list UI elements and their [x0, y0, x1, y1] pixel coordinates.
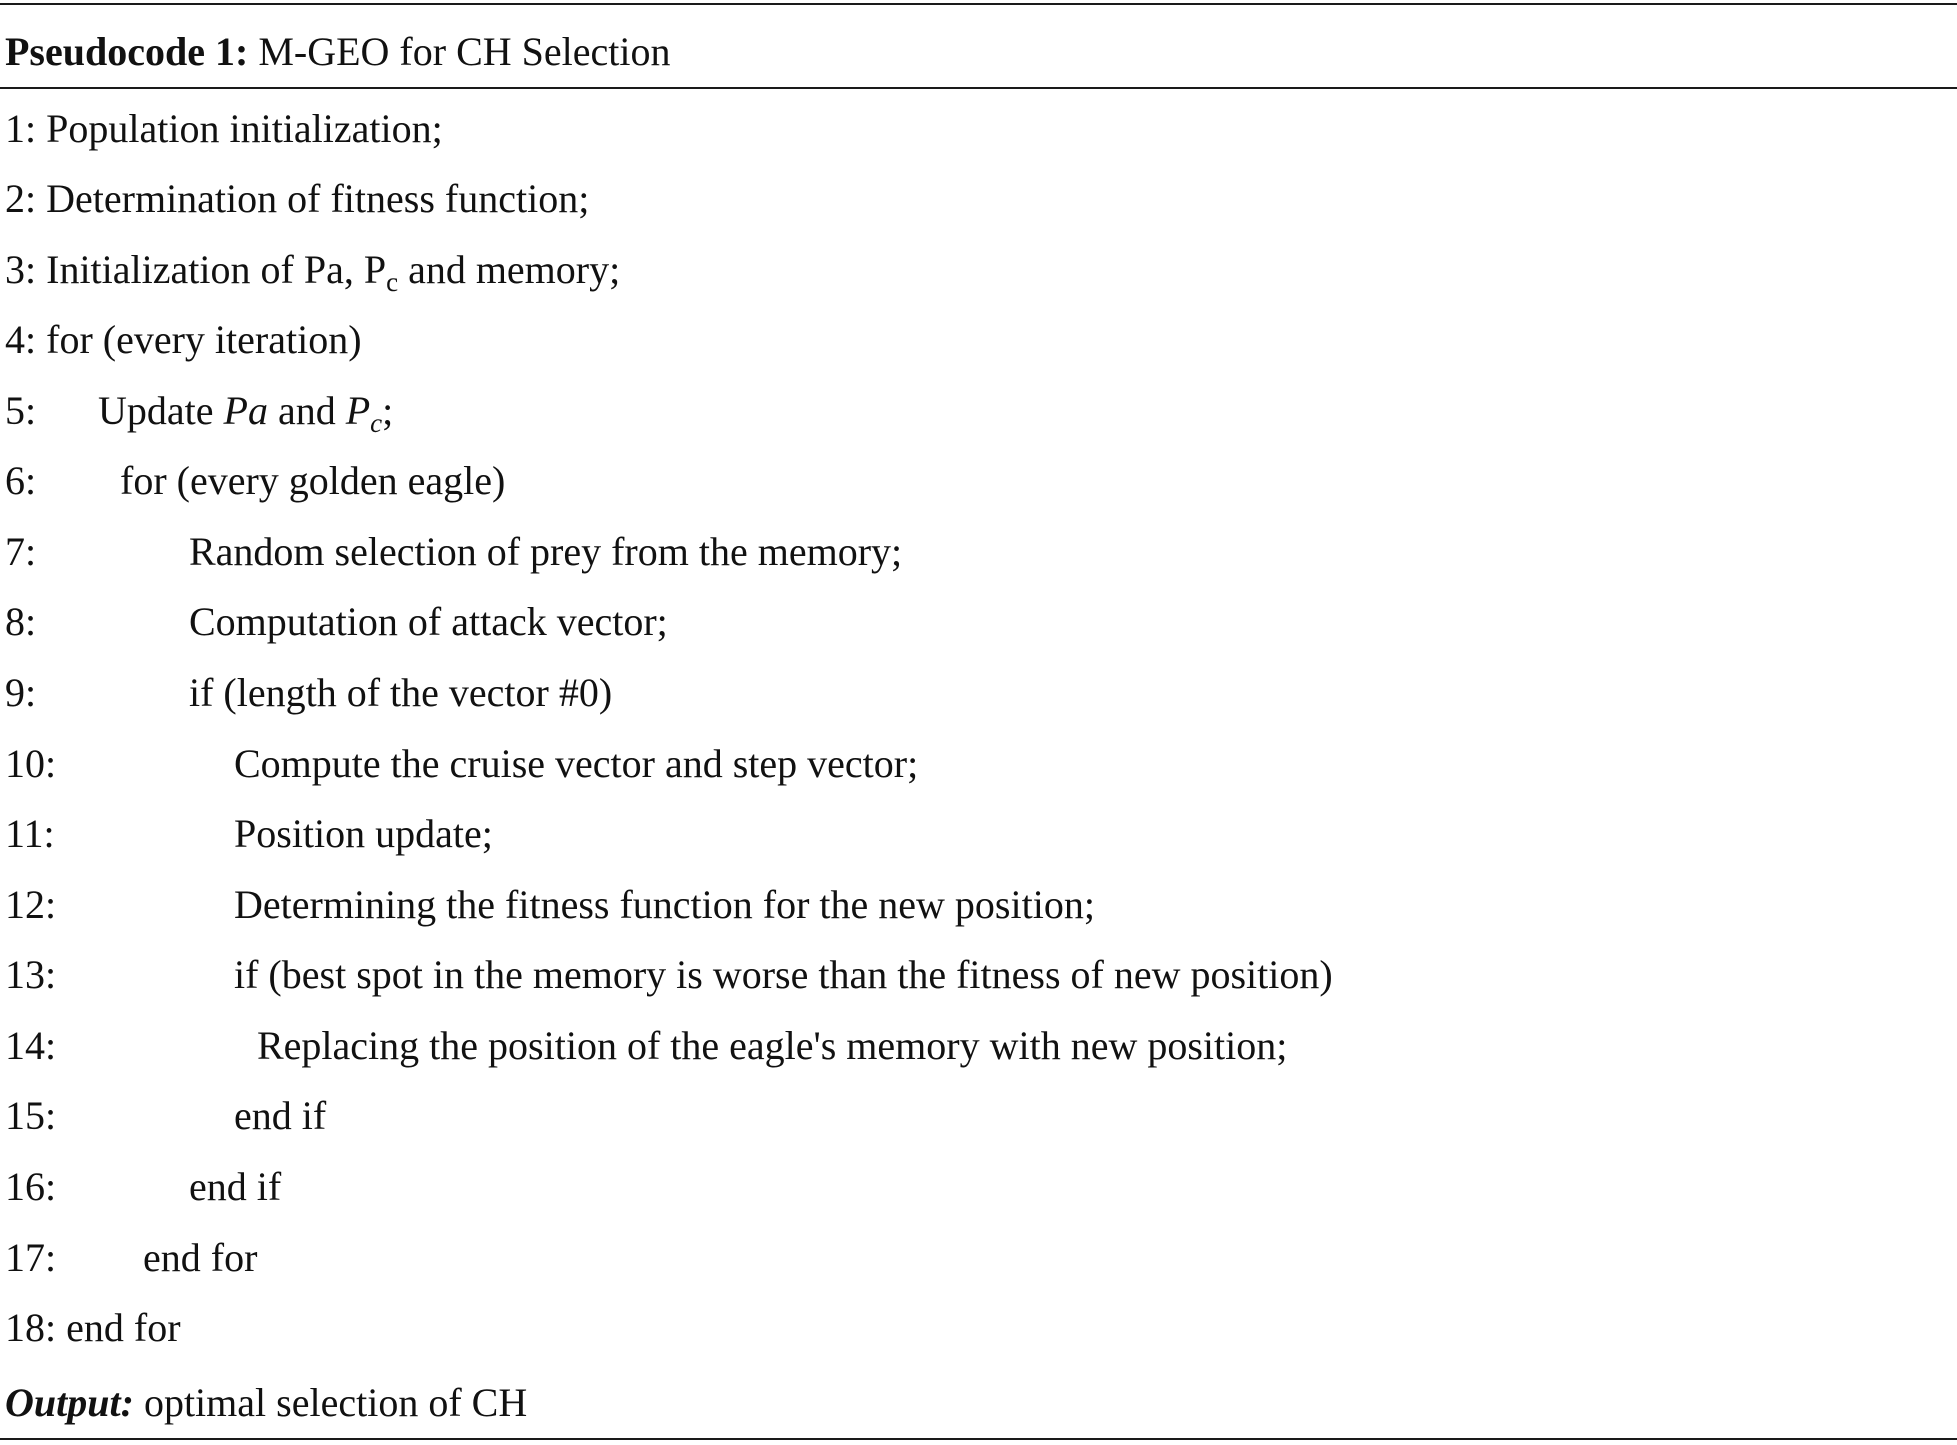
line-number: 4:: [5, 317, 37, 362]
pseudocode-title: [5, 24, 670, 80]
bottom-rule: [0, 1438, 1957, 1440]
line-content: if (length of the vector #0): [189, 670, 613, 715]
pseudocode-label: Pseudocode 1:: [5, 29, 249, 74]
line-number: 8:: [5, 599, 37, 644]
line-content: for (every iteration): [46, 317, 362, 362]
line-number: 13:: [5, 952, 57, 997]
line-content: end if: [234, 1093, 327, 1138]
line-number: 16:: [5, 1164, 57, 1209]
line-number: 5:: [5, 388, 37, 433]
header-rule: [0, 87, 1957, 89]
line-content: Initialization of Pa, P: [46, 247, 387, 292]
line-content: Replacing the position of the eagle's memory with new position;: [257, 1023, 1288, 1068]
pseudocode-title-text: M-GEO for CH Selection: [258, 29, 671, 74]
output-line: [5, 1372, 527, 1434]
italic-var: Pa: [223, 388, 268, 433]
line-number: 3:: [5, 247, 37, 292]
output-text: optimal selection of CH: [133, 1380, 528, 1425]
line-content: Update Pa and $P_c$;: [98, 388, 394, 438]
line-text: [5, 1297, 181, 1359]
line-number: 14:: [5, 1023, 57, 1068]
line-number: 18:: [5, 1305, 57, 1350]
line-number: 1:: [5, 106, 37, 151]
line-number: 17:: [5, 1235, 57, 1280]
line-number: 6:: [5, 458, 37, 503]
subscript: c: [386, 267, 399, 297]
line-number: 2:: [5, 176, 37, 221]
line-content: end for: [143, 1235, 258, 1280]
line-number: 12:: [5, 882, 57, 927]
line-text: [5, 309, 362, 371]
line-number: 15:: [5, 1093, 57, 1138]
subscript: c: [370, 408, 383, 438]
line-text: [5, 168, 589, 230]
line-content: Determining the fitness function for the new position;: [234, 882, 1095, 927]
line-content: Computation of attack vector;: [189, 599, 668, 644]
line-text: [5, 239, 620, 301]
line-content: Compute the cruise vector and step vector;: [234, 741, 919, 786]
line-number: 10:: [5, 741, 57, 786]
line-text: [5, 98, 443, 160]
output-label: Output:: [5, 1380, 134, 1425]
top-rule: [0, 3, 1957, 5]
line-content: if (best spot in the memory is worse than the fitness of new position): [234, 952, 1333, 997]
line-content: end if: [189, 1164, 282, 1209]
line-content: and memory;: [398, 247, 621, 292]
line-content: Population initialization;: [46, 106, 443, 151]
line-content: Position update;: [234, 811, 493, 856]
line-number: 9:: [5, 670, 37, 715]
line-content: Random selection of prey from the memory;: [189, 529, 903, 574]
line-number: 7:: [5, 529, 37, 574]
line-content: Determination of fitness function;: [46, 176, 590, 221]
line-content: for (every golden eagle): [120, 458, 506, 503]
line-number: 11:: [5, 811, 55, 856]
italic-var: P: [345, 388, 371, 433]
line-content: end for: [66, 1305, 181, 1350]
